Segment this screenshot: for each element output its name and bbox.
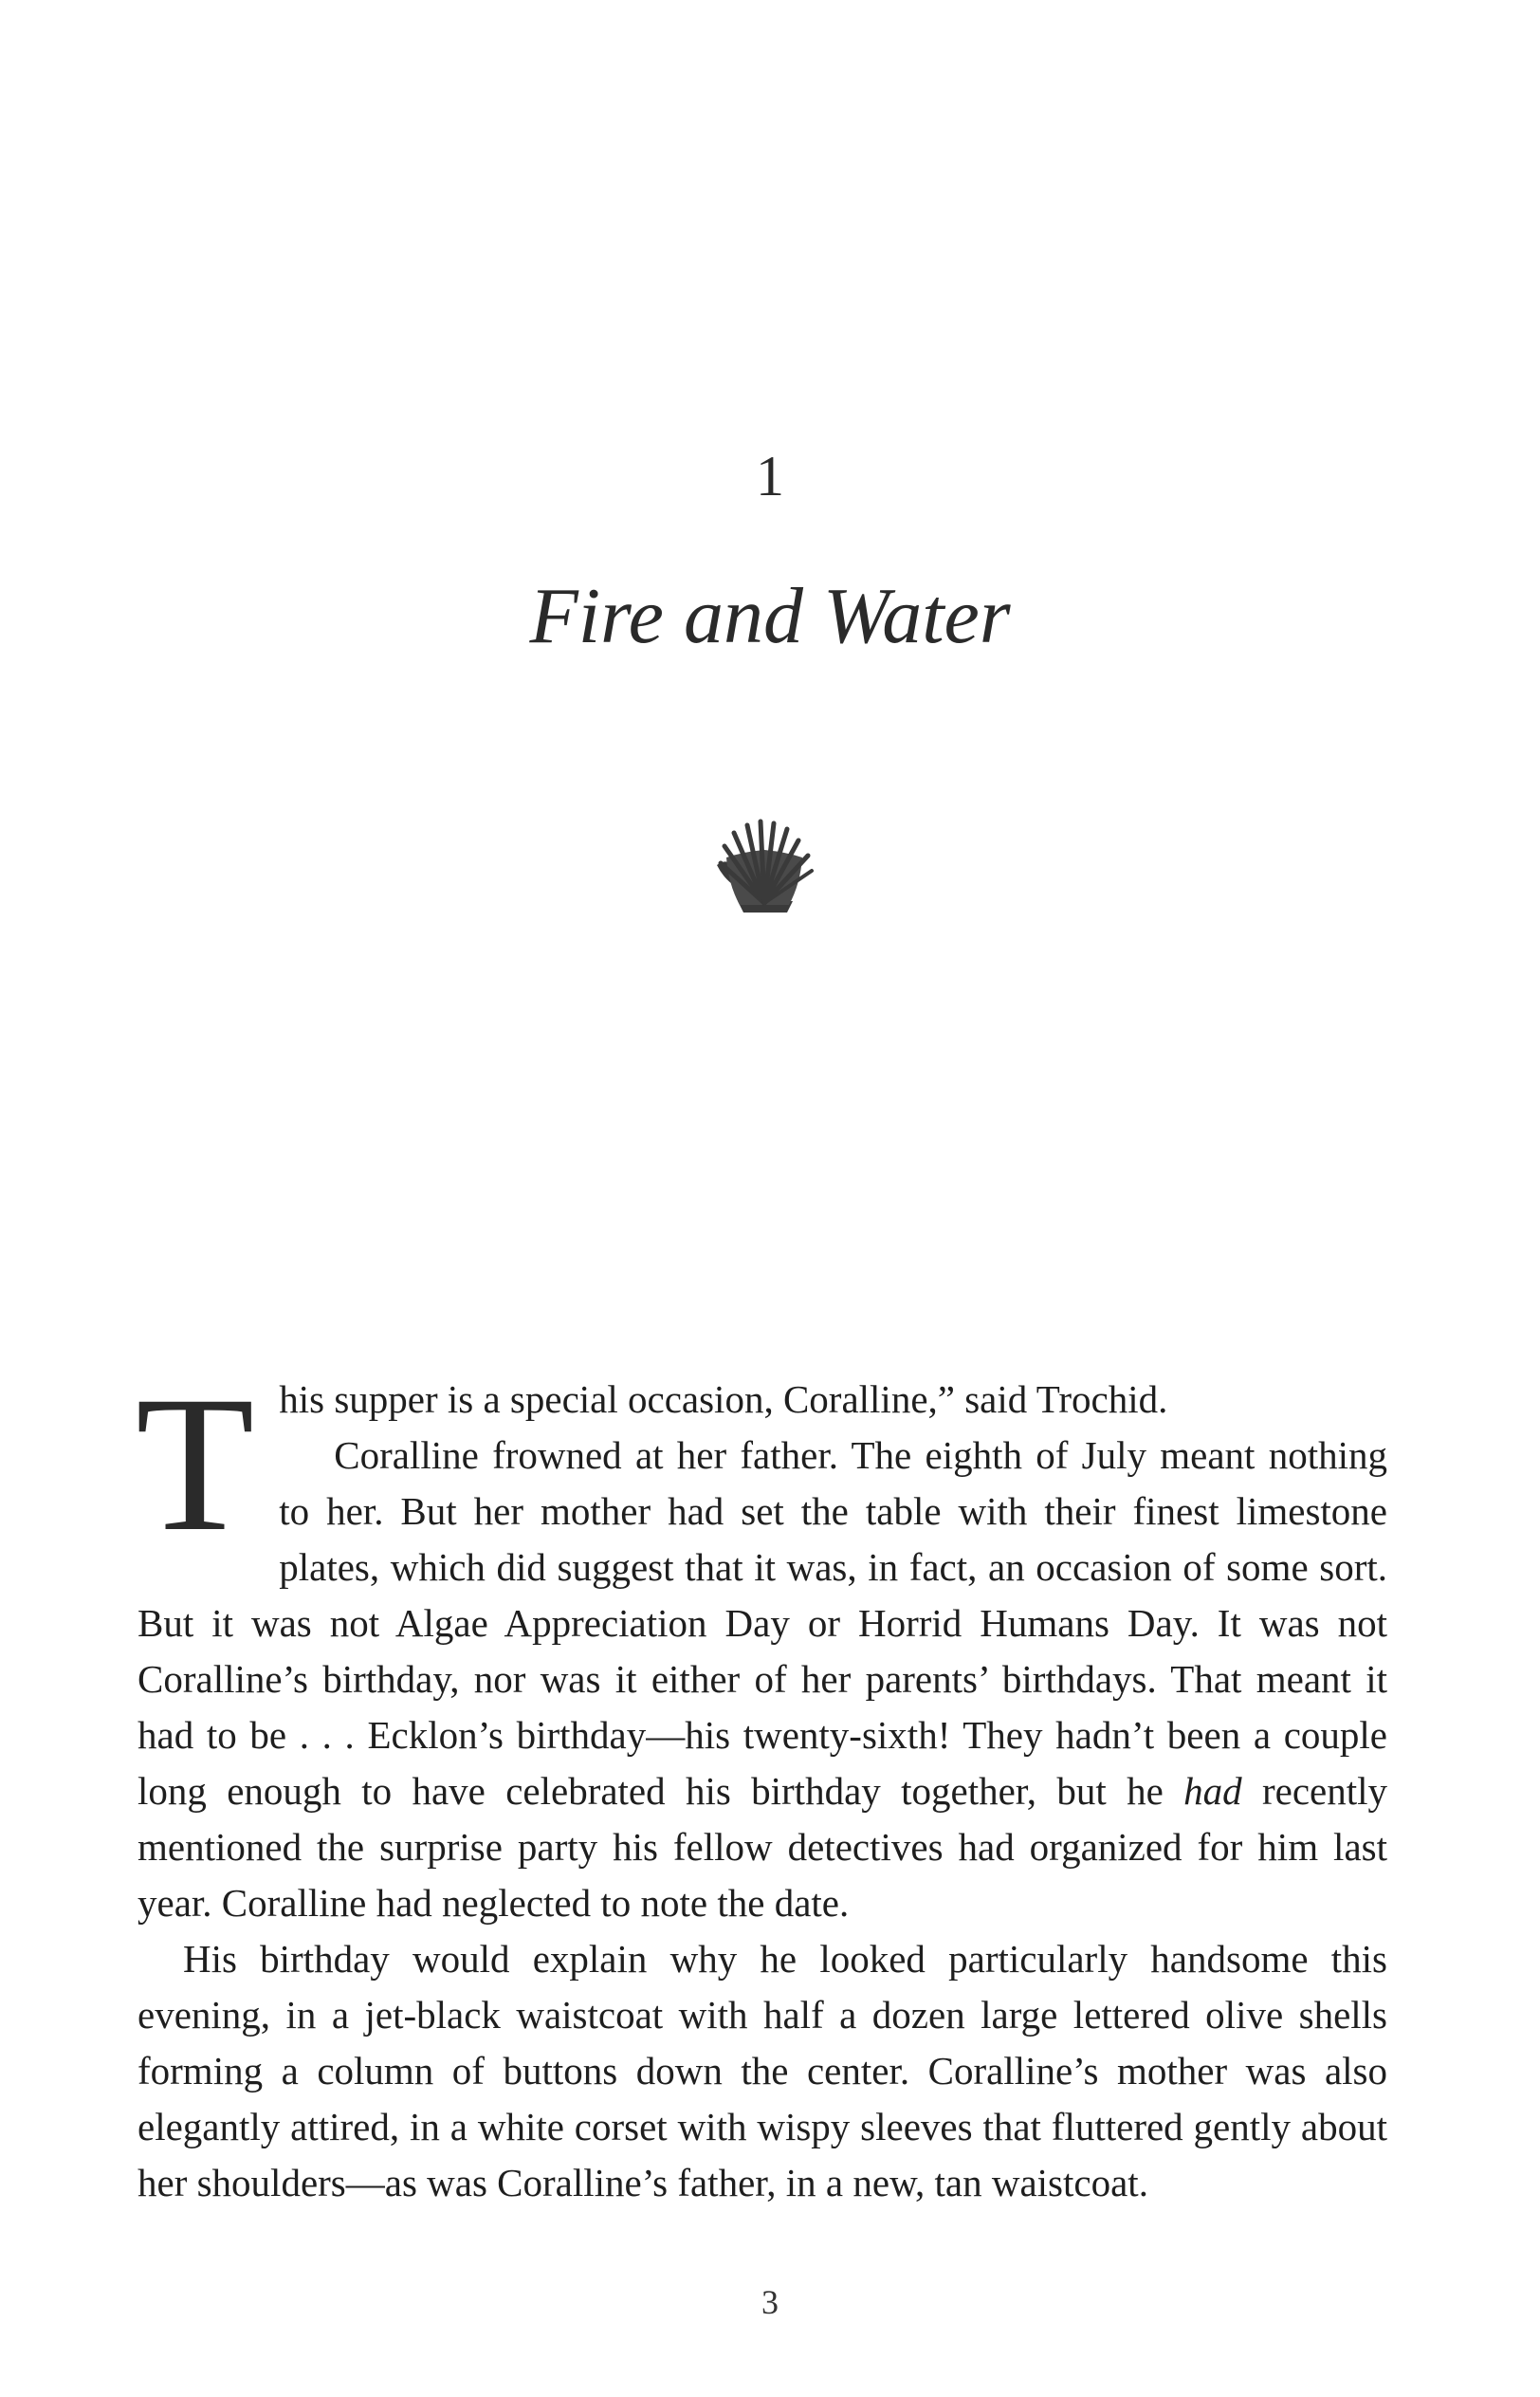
- chapter-number: 1: [756, 445, 784, 507]
- emphasized-word: had: [1183, 1769, 1242, 1813]
- paragraph-text: [138, 1428, 1387, 1931]
- scallop-shell-icon: [711, 818, 817, 922]
- paragraph-text-end: recently mentioned the surprise party his fellow detectives had organized for him last year. Coralline had neglected to note the date.: [138, 1769, 1388, 1925]
- body-text: [136, 1356, 1388, 2211]
- opening-line: his supper is a special occasion, Coralline,” said Trochid.: [279, 1377, 1168, 1421]
- page-number: 3: [761, 2283, 779, 2321]
- opening-paragraph: [136, 1356, 1388, 1931]
- paragraph-text-start: Coralline frowned at her father. The eighth of July meant nothing to her. But her mother had set the table with their finest limestone plates, which did suggest that it was, in fact, an occasion of some sort. But it was not Algae Appreciation Day or Horrid Humans Day. It was not Coralline’s birthday, nor was it either of her parents’ birthdays. That meant it had to be . . . Ecklon’s birthday—his twenty-sixth! They hadn’t been a couple long enough to have celebrated his birthday together, but he: [138, 1433, 1387, 1813]
- drop-cap: T: [136, 1356, 255, 1572]
- chapter-title: Fire and Water: [529, 572, 1011, 660]
- paragraph: His birthday would explain why he looked particularly handsome this evening, in a jet-black waistcoat with half a dozen large lettered olive shells forming a column of buttons down the center. Coralline’s mother was also elegantly attired, in a white corset with wispy sleeves that fluttered gently about her shoulders—as was Coralline’s father, in a new, tan waistcoat.: [138, 1937, 1387, 2204]
